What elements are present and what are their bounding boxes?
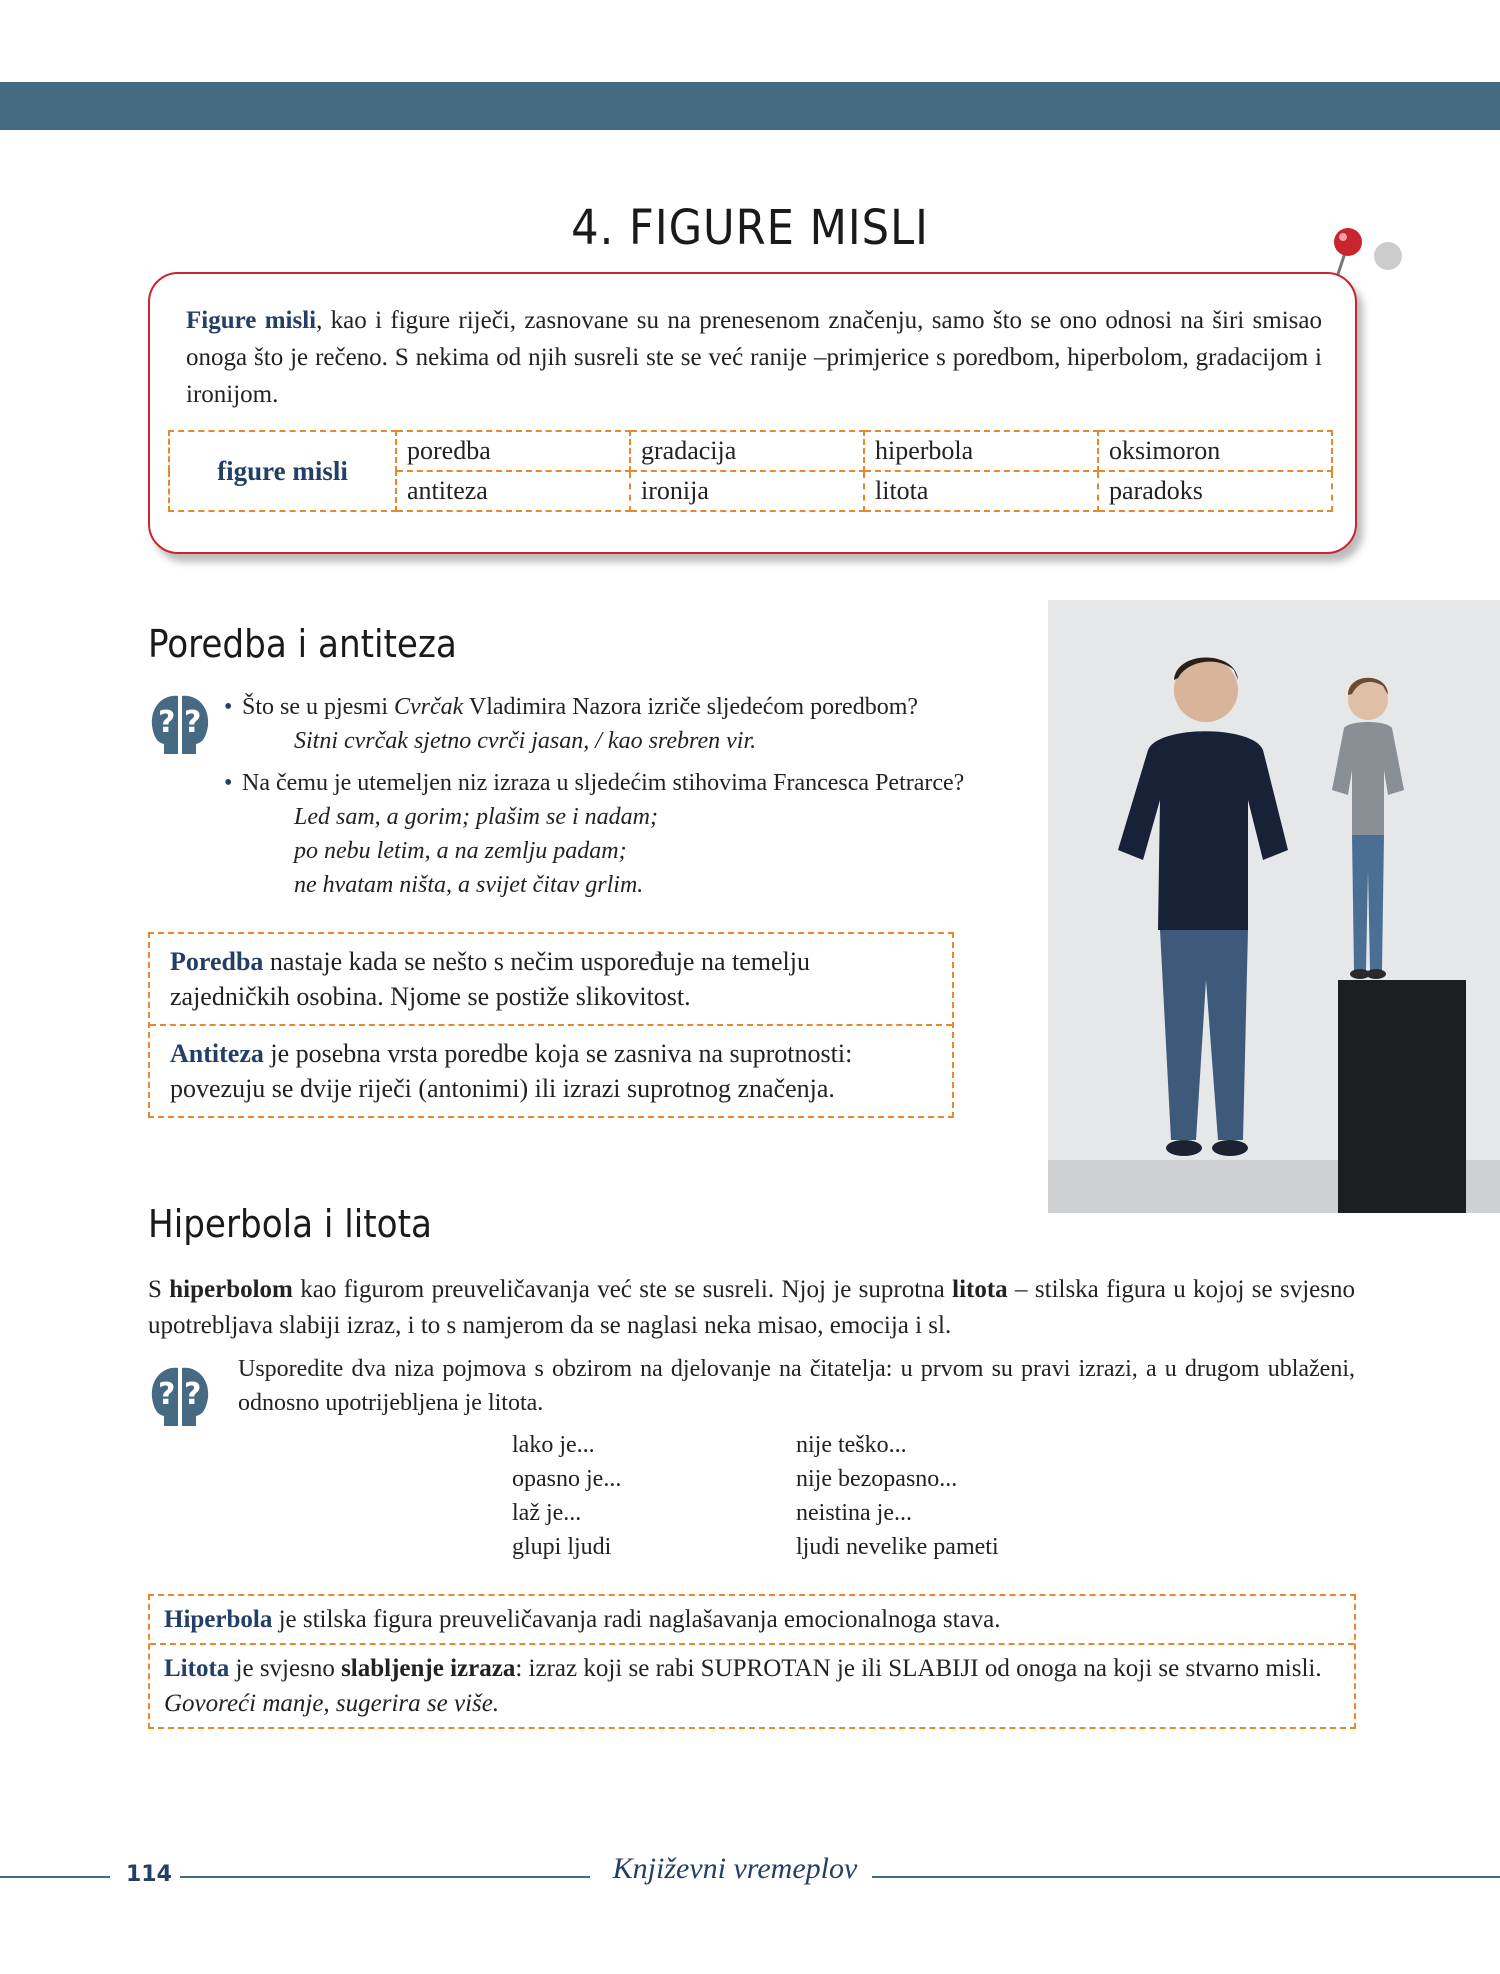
table-header: figure misli xyxy=(169,431,396,511)
litota-question: Usporedite dva niza pojmova s obzirom na djelovanje na čitatelja: u prvom su pravi izrazi, a u drugom ublaženi, odnosno upotrijebljena je litota. xyxy=(238,1356,1355,1416)
definition-box-hiperbola-litota xyxy=(148,1594,1356,1729)
chapter-title: 4. FIGURE MISLI xyxy=(571,200,929,257)
term-figure-misli: Figure misli xyxy=(186,307,317,334)
table-cell: litota xyxy=(864,471,1098,511)
definition-poredba: Poredba nastaje kada se nešto s nečim uspoređuje na temelju zajedničkih osobina. Njome se postiže slikovitost. xyxy=(170,947,810,1011)
footer-rule-left xyxy=(0,1876,110,1878)
verse-line: po nebu letim, a na zemlju padam; xyxy=(294,838,627,864)
verse-line: ne hvatam ništa, a svijet čitav grlim. xyxy=(294,872,644,898)
svg-text:?: ? xyxy=(184,1377,202,1412)
section-heading-poredba: Poredba i antiteza xyxy=(148,622,457,666)
figures-table xyxy=(168,430,1333,512)
definition-box-poredba-antiteza xyxy=(148,932,954,1118)
list-item: nije teško... xyxy=(796,1432,907,1458)
definition-antiteza: Antiteza je posebna vrsta poredbe koja se zasniva na suprotnosti: povezuju se dvije riječi (antonimi) ili izrazi suprotnog značenja. xyxy=(150,1024,952,1116)
footer-rule-right xyxy=(872,1876,1500,1878)
list-item: • Na čemu je utemeljen niz izraza u sljedećim stihovima Francesca Petrarce? Led sam, a gorim; plašim se i nadam; po nebu letim, a na zemlju padam; ne hvatam ništa, a svijet čitav grlim. xyxy=(224,766,1024,902)
table-cell: antiteza xyxy=(396,471,630,511)
table-cell: ironija xyxy=(630,471,864,511)
table-cell: paradoks xyxy=(1098,471,1332,511)
page-number: 114 xyxy=(126,1862,172,1887)
section-heading-hiperbola: Hiperbola i litota xyxy=(148,1202,432,1246)
question-heads-icon xyxy=(148,690,212,760)
question-list-poredba xyxy=(224,690,1024,902)
table-cell: oksimoron xyxy=(1098,431,1332,471)
table-cell: poredba xyxy=(396,431,630,471)
list-item: ljudi nevelike pameti xyxy=(796,1534,999,1560)
hiperbola-intro-paragraph: S hiperbolom kao figurom preuveličavanja već ste se susreli. Njoj je suprotna litota – stilska figura u kojoj se svjesno upotrebljava slabiji izraz, i to s namjerom da se naglasi neka misao, emocija i sl. xyxy=(148,1276,1355,1339)
top-color-bar xyxy=(0,82,1500,130)
list-item: glupi ljudi xyxy=(512,1534,612,1560)
term-litota: litota xyxy=(952,1276,1008,1303)
verse-line: Sitni cvrčak sjetno cvrči jasan, / kao srebren vir. xyxy=(294,728,757,754)
photo-man-and-boy xyxy=(1048,600,1500,1213)
definition-litota: Litota je svjesno slabljenje izraza: izraz koji se rabi SUPROTAN je ili SLABIJI od onoga na koji se stvarno misli. Govoreći manje, sugerira se više. xyxy=(150,1643,1354,1727)
list-item: laž je... xyxy=(512,1500,582,1526)
softened-expressions-list xyxy=(796,1428,1116,1564)
term-hiperbola: hiperbolom xyxy=(169,1276,293,1303)
table-row xyxy=(169,431,1332,471)
list-item: lako je... xyxy=(512,1432,595,1458)
list-item: neistina je... xyxy=(796,1500,912,1526)
table-cell: hiperbola xyxy=(864,431,1098,471)
intro-text: , kao i figure riječi, zasnovane su na prenesenom značenju, samo što se ono odnosi na širi smisao onoga što je rečeno. S nekima od njih susreli ste se već ranije –primjerice s poredbom, hiperbolom, gradacijom i ironijom. xyxy=(186,307,1322,408)
definition-hiperbola: Hiperbola je stilska figura preuveličavanja radi naglašavanja emocionalnoga stava. xyxy=(164,1606,1001,1633)
book-title: Književni vremeplov xyxy=(612,1852,858,1885)
verse-line: Led sam, a gorim; plašim se i nadam; xyxy=(294,804,658,830)
list-item: opasno je... xyxy=(512,1466,622,1492)
intro-box xyxy=(148,272,1357,554)
intro-paragraph xyxy=(186,302,1322,413)
list-item: • Što se u pjesmi Cvrčak Vladimira Nazora izriče sljedećom poredbom? Sitni cvrčak sjetno cvrči jasan, / kao srebren vir. xyxy=(224,690,1024,758)
footer-rule-middle xyxy=(180,1876,590,1878)
poem-title: Cvrčak xyxy=(394,694,464,720)
list-item: nije bezopasno... xyxy=(796,1466,958,1492)
svg-text:?: ? xyxy=(158,705,176,740)
svg-text:?: ? xyxy=(184,705,202,740)
svg-text:?: ? xyxy=(158,1377,176,1412)
table-cell: gradacija xyxy=(630,431,864,471)
real-expressions-list xyxy=(512,1428,772,1564)
question-heads-icon xyxy=(148,1362,212,1432)
